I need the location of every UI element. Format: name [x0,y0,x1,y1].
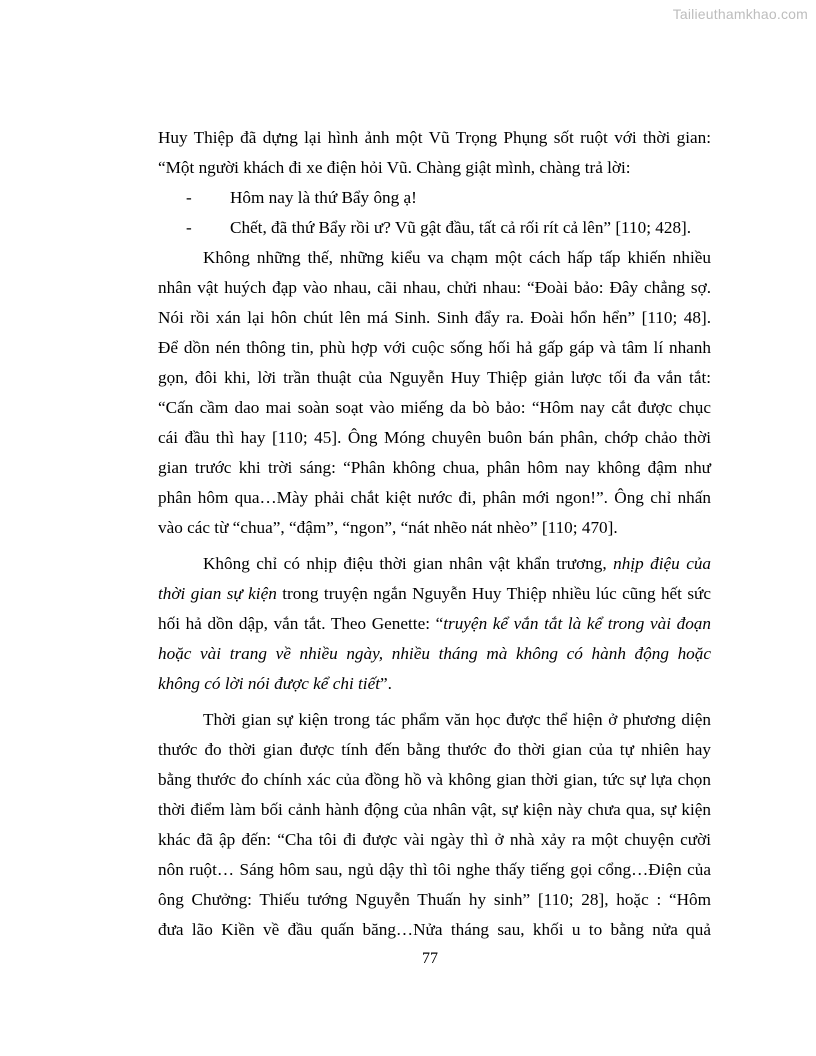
italic-run: không có lời nói được kể chi tiết [158,674,380,693]
text-line: cái đầu thì hay [110; 45]. Ông Móng chuyên buôn bán phân, chớp chảo thời [158,428,711,447]
watermark: Tailieuthamkhao.com [672,6,808,22]
text-line [158,609,711,639]
text-run: trong truyện ngắn Nguyễn Huy Thiệp nhiều lúc cũng hết sức [282,584,711,603]
italic-run: nhịp điệu của [613,554,712,573]
paragraph-first-line: Không những thế, những kiểu va chạm một cách hấp tấp khiến nhiều [203,248,711,267]
text-line: thước đo thời gian được tính đến bằng thước đo thời gian của tự nhiên hay [158,740,711,759]
dialogue-line [158,183,711,213]
text-line: gian trước khi trời sáng: “Phân không chua, phân hôm nay không đậm như [158,458,711,477]
dialogue-text: Chết, đã thứ Bẩy rồi ư? Vũ gật đầu, tất cả rối rít cả lên” [110; 428]. [230,218,692,237]
text-line: ông Chưởng: Thiếu tướng Nguyễn Thuấn hy sinh” [110; 28], hoặc : “Hôm [158,890,711,909]
dash-mark: - [186,218,192,237]
text-line [158,579,711,609]
dialogue-line [158,213,711,243]
text-line: bằng thước đo chính xác của đồng hồ và không gian thời gian, tức sự lựa chọn [158,770,711,789]
italic-run: hoặc vài trang về nhiều ngày, nhiều tháng mà không có hành động hoặc [158,644,711,663]
text-run: hối hả dồn dập, vắn tắt. Theo Genette: “ [158,614,444,633]
body-text [158,123,711,945]
text-line: nôn ruột… Sáng hôm sau, ngủ dậy thì tôi nghe thấy tiếng gọi cổng…Điện của [158,860,711,879]
text-line: “Cấn cầm dao mai soàn soạt vào miếng da bò bảo: “Hôm nay cắt được chục [158,398,711,417]
dialogue-text: Hôm nay là thứ Bẩy ông ạ! [230,188,417,207]
text-line: thời điểm làm bối cảnh hành động của nhân vật, sự kiện này chưa qua, sự kiện [158,800,711,819]
text-line [158,669,711,699]
text-line: phân hôm qua…Mày phải chắt kiệt nước đi, phân mới ngon!”. Ông chỉ nhấn [158,488,711,507]
paragraph-first-line [158,549,711,579]
text-run: ”. [379,674,392,693]
text-run: Không chỉ có nhịp điệu thời gian nhân vật khẩn trương, [203,554,607,573]
text-line [158,639,711,669]
text-line: “Một người khách đi xe điện hỏi Vũ. Chàng giật mình, chàng trả lời: [158,158,631,177]
page-number: 77 [422,950,438,967]
text-line: vào các từ “chua”, “đậm”, “ngon”, “nát nhẽo nát nhèo” [110; 470]. [158,518,618,537]
text-line: nhân vật huých đạp vào nhau, cãi nhau, chửi nhau: “Đoài bảo: Đây chẳng sợ. [158,278,711,297]
text-line: Để dồn nén thông tin, phù hợp với cuộc sống hối hả gấp gáp và tâm lí nhanh [158,338,711,357]
text-line: khác đã ập đến: “Cha tôi đi được vài ngày thì ở nhà xảy ra một chuyện cười [158,830,711,849]
text-line: đưa lão Kiền về đầu quấn băng…Nửa tháng sau, khối u to bằng nửa quả [158,920,711,939]
dash-mark: - [186,188,192,207]
text-line: Nói rồi xán lại hôn chút lên má Sinh. Sinh đẩy ra. Đoài hổn hển” [110; 48]. [158,308,711,327]
paragraph-first-line: Thời gian sự kiện trong tác phẩm văn học được thể hiện ở phương diện [203,710,711,729]
italic-run: truyện kể vắn tắt là kể trong vài đoạn [443,614,711,633]
text-line: Huy Thiệp đã dựng lại hình ảnh một Vũ Trọng Phụng sốt ruột với thời gian: [158,128,711,147]
text-line: gọn, đôi khi, lời trần thuật của Nguyễn Huy Thiệp giản lược tối đa vắn tắt: [158,368,711,387]
italic-run: thời gian sự kiện [158,584,277,603]
